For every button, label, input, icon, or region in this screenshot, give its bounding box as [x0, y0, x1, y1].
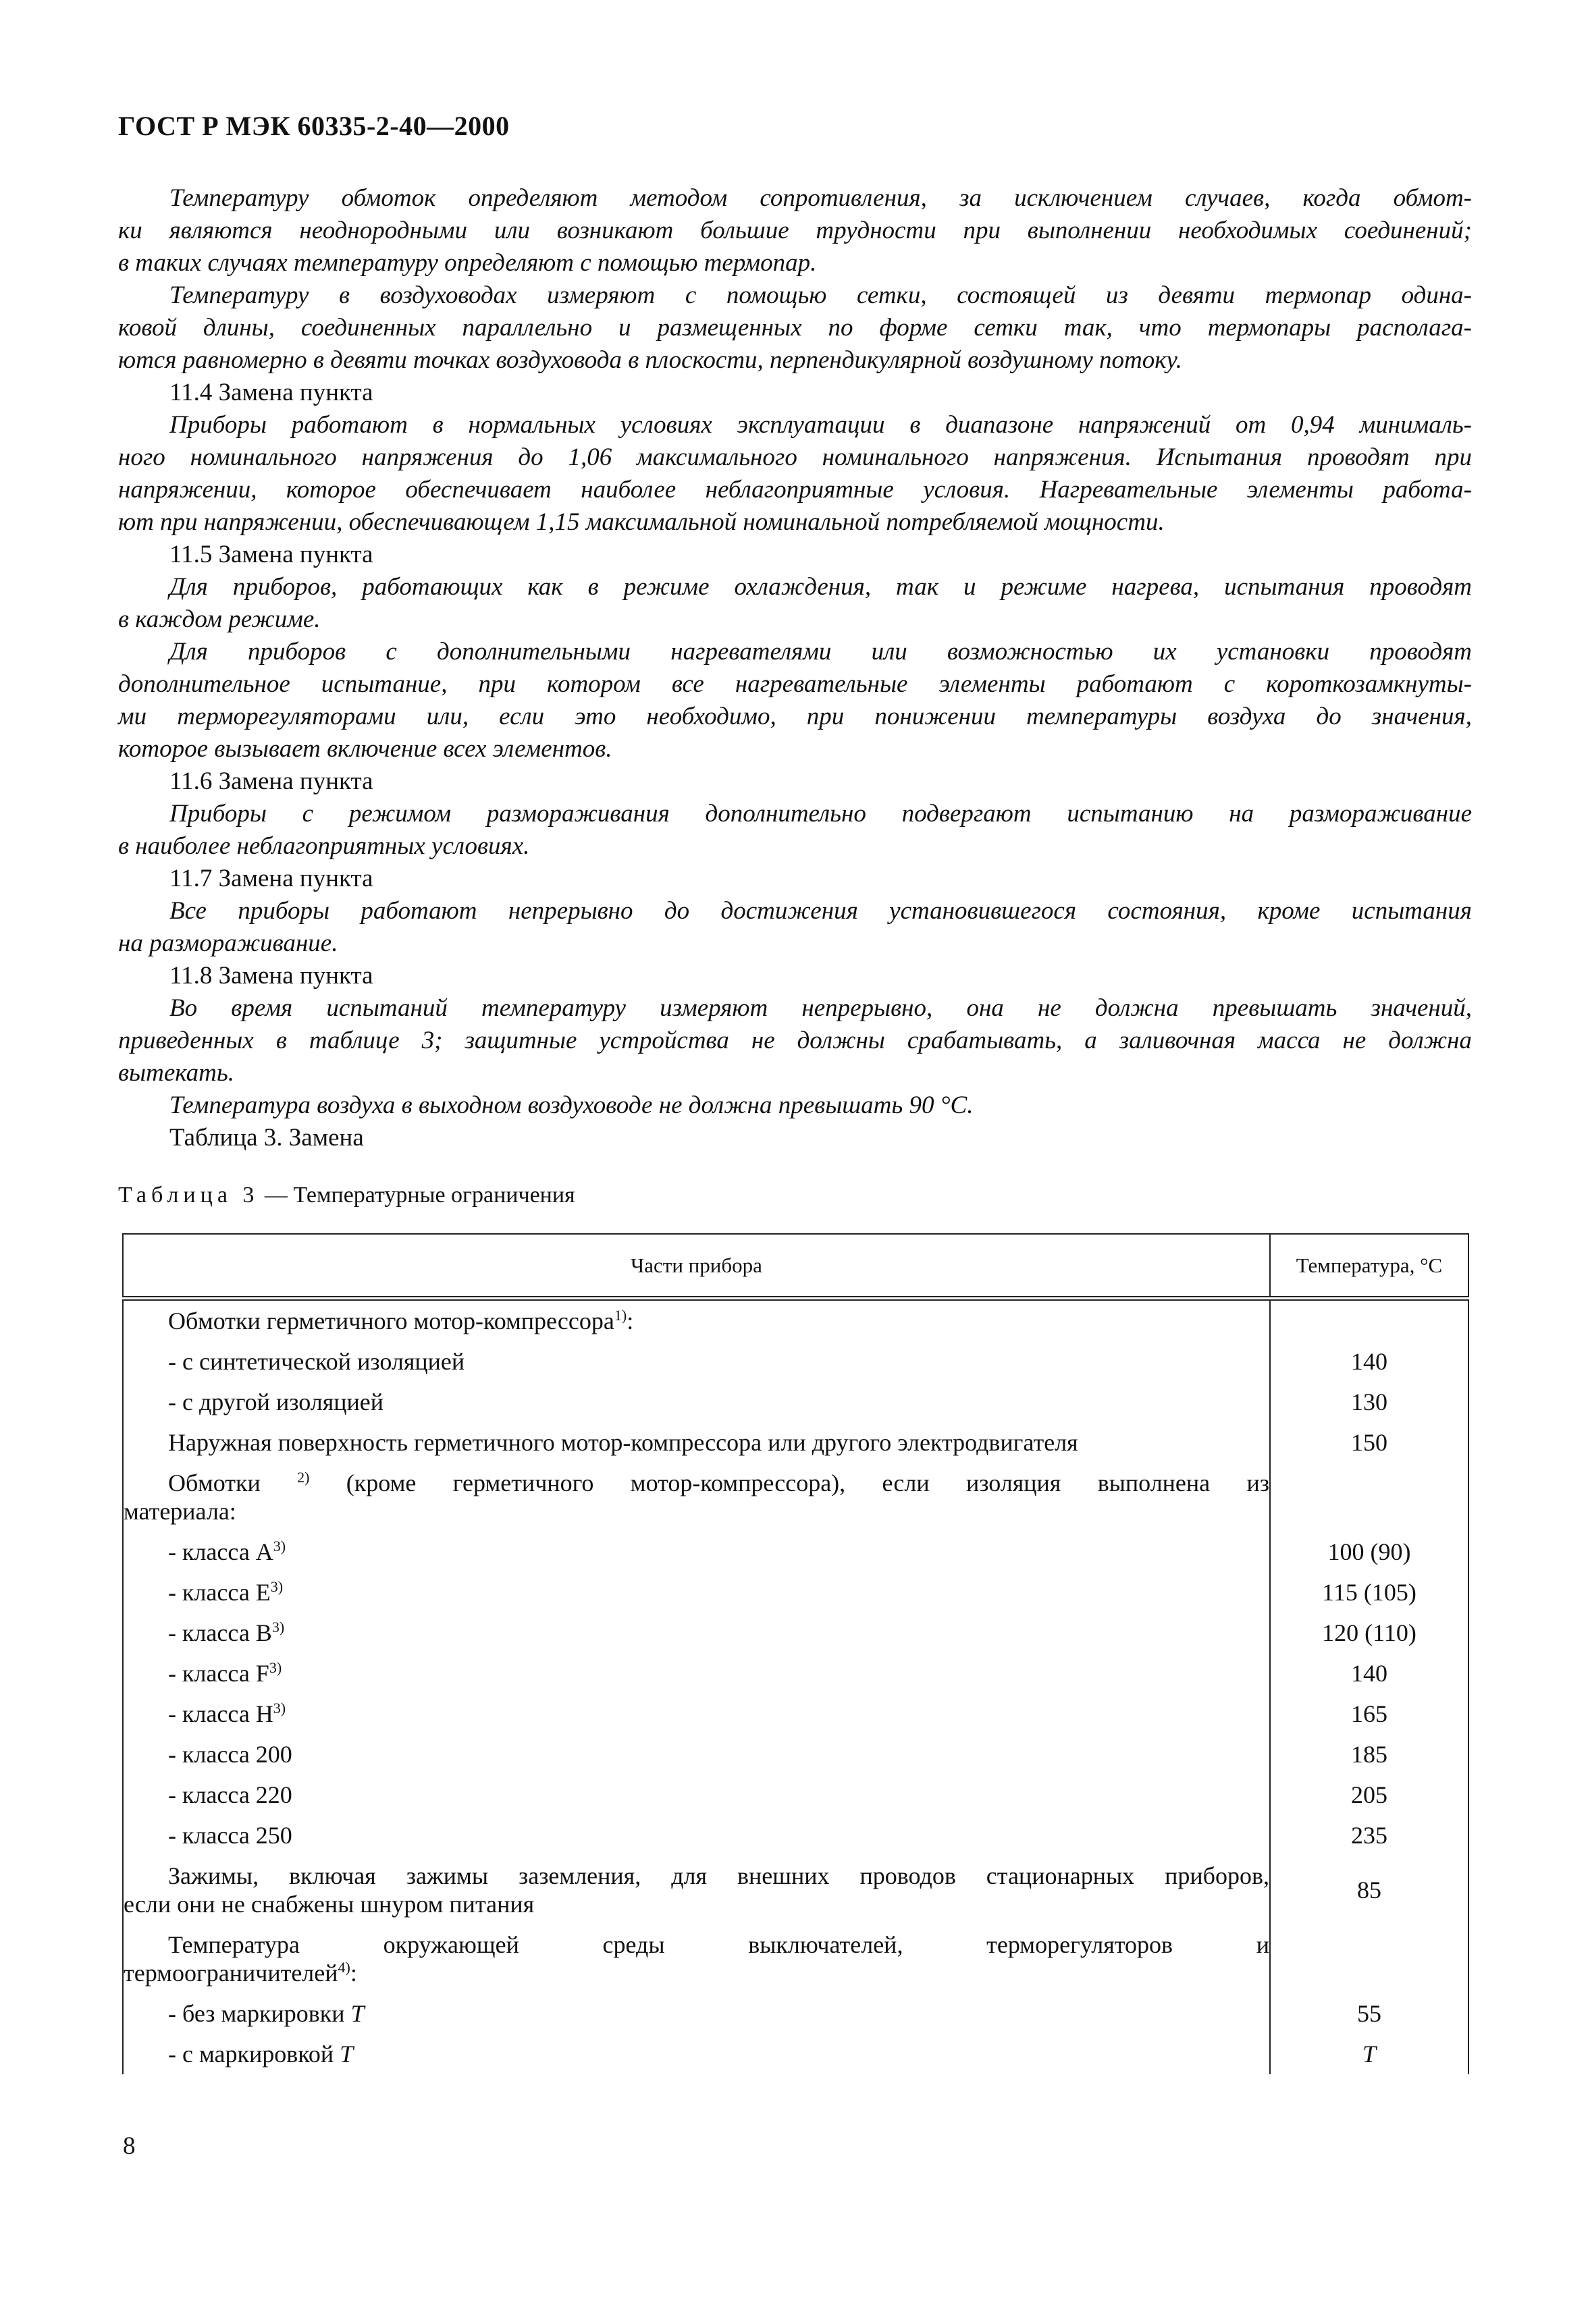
row-value: 120 (110): [1270, 1613, 1468, 1653]
row-label-cell: [123, 1734, 1270, 1775]
row-label: Температура окружающей среды выключателей, терморегуляторов и: [168, 1931, 1269, 1958]
row-label-suffix: (кроме герметичного мотор-компрессора), если изоляция выполнена из: [309, 1469, 1269, 1496]
row-label: Зажимы, включая зажимы заземления, для внешних проводов стационарных приборов,: [168, 1862, 1269, 1889]
paragraph-line: в каждом режиме.: [118, 605, 321, 633]
row-label: - класса Е: [168, 1579, 271, 1606]
row-label-line: [124, 1700, 1269, 1728]
paragraph-line: Температура воздуха в выходном воздуховоде не должна превышать 90 °С.: [169, 1091, 974, 1119]
table-row: [123, 1422, 1468, 1463]
table-row: [123, 1993, 1468, 2034]
table-row: [123, 1694, 1468, 1734]
table-caption-text: — Температурные ограничения: [259, 1183, 575, 1208]
document-header: ГОСТ Р МЭК 60335-2-40—2000: [118, 111, 510, 141]
marking-symbol: T: [350, 2000, 365, 2027]
row-label: - класса В: [168, 1619, 272, 1646]
paragraph-line: Во время испытаний температуру измеряют непрерывно, она не должна превышать значений,: [169, 994, 1472, 1022]
marking-symbol: T: [340, 2041, 354, 2068]
table-row: [123, 1613, 1468, 1653]
row-label-line: [124, 1930, 1269, 1959]
section-heading: 11.7 Замена пункта: [169, 865, 373, 892]
paragraph-line: Для приборов, работающих как в режиме охлаждения, так и режиме нагрева, испытания проводят: [169, 573, 1472, 601]
row-label-line: [124, 1959, 1269, 1987]
paragraph-line: в таких случаях температуру определяют с помощью термопар.: [118, 249, 817, 277]
row-label-line: [124, 1740, 1269, 1768]
row-label-cell: [123, 1694, 1270, 1734]
table-caption-label: Таблица 3: [118, 1183, 259, 1208]
row-value: 140: [1270, 1341, 1468, 1382]
row-label-line: [124, 1428, 1269, 1457]
paragraph-line: Для приборов с дополнительными нагревателями или возможностью их установки проводят: [169, 638, 1472, 666]
row-value: 185: [1270, 1734, 1468, 1775]
row-label-line: [124, 1469, 1269, 1497]
paragraph-line: ми терморегуляторами или, если это необходимо, при понижении температуры воздуха до значения,: [118, 703, 1472, 730]
row-label-continuation: материала:: [124, 1498, 236, 1525]
paragraph-line: Температуру в воздуховодах измеряют с помощью сетки, состоящей из девяти термопар одина-: [169, 281, 1472, 309]
row-label-line: [124, 1781, 1269, 1809]
row-label-cell: [123, 2034, 1270, 2074]
row-label-cell: [123, 1613, 1270, 1653]
row-label-cell: [123, 1341, 1270, 1382]
table-row: [123, 1734, 1468, 1775]
row-label-cell: [123, 1993, 1270, 2034]
row-label-cell: [123, 1382, 1270, 1422]
table-row: [123, 2034, 1468, 2074]
row-label-line: [124, 1497, 1269, 1525]
row-label-line: [124, 1578, 1269, 1606]
paragraph-line: напряжении, которое обеспечивает наиболее неблагоприятные условия. Нагревательные элементы работа-: [118, 476, 1472, 504]
row-label-line: [124, 1388, 1269, 1416]
paragraph-line: Приборы с режимом размораживания дополнительно подвергают испытанию на размораживание: [169, 800, 1472, 828]
footnote-ref: 4): [338, 1959, 350, 1976]
paragraph-line: дополнительное испытание, при котором все нагревательные элементы работают с короткозамкнуты-: [118, 670, 1472, 698]
row-value: 85: [1270, 1856, 1468, 1924]
table-row: [123, 1463, 1468, 1532]
row-label-suffix: :: [350, 1960, 357, 1987]
footnote-ref: 3): [270, 1578, 284, 1595]
row-label-line: [124, 2040, 1269, 2068]
temperature-limits-table: [122, 1233, 1469, 2074]
row-label-cell: [123, 1775, 1270, 1815]
row-label-continuation: термоограничителей: [124, 1960, 338, 1987]
footnote-ref: 3): [273, 1538, 286, 1555]
row-label-cell: [123, 1924, 1270, 1993]
table-row: [123, 1382, 1468, 1422]
section-heading: 11.5 Замена пункта: [169, 541, 373, 568]
row-label: Наружная поверхность герметичного мотор-компрессора или другого электродвигателя: [168, 1429, 1078, 1456]
row-label: - с синтетической изоляцией: [168, 1348, 465, 1375]
row-label: - класса 200: [168, 1741, 292, 1768]
row-label-line: [124, 1347, 1269, 1376]
paragraph-line: Температуру обмоток определяют методом сопротивления, за исключением случаев, когда обмот-: [169, 184, 1472, 212]
row-label-line: [124, 1659, 1269, 1687]
row-label-suffix: :: [627, 1307, 634, 1334]
paragraph-line: ются равномерно в девяти точках воздуховода в плоскости, перпендикулярной воздушному потоку.: [118, 346, 1182, 374]
row-label-cell: [123, 1572, 1270, 1613]
row-value: T: [1270, 2034, 1468, 2074]
row-label-cell: [123, 1463, 1270, 1532]
row-label-cell: [123, 1532, 1270, 1572]
section-heading: Таблица 3. Замена: [169, 1124, 364, 1152]
row-value: 235: [1270, 1815, 1468, 1856]
row-value: 100 (90): [1270, 1532, 1468, 1572]
paragraph-line: Приборы работают в нормальных условиях эксплуатации в диапазоне напряжений от 0,94 минималь-: [169, 411, 1472, 439]
row-label-cell: [123, 1299, 1270, 1342]
row-label-cell: [123, 1422, 1270, 1463]
row-value: [1270, 1463, 1468, 1532]
row-label-line: [124, 1307, 1269, 1335]
row-label: Обмотки: [168, 1469, 298, 1496]
row-label: - класса Н: [168, 1700, 273, 1727]
paragraph-line: в наиболее неблагоприятных условиях.: [118, 832, 530, 860]
row-value: 165: [1270, 1694, 1468, 1734]
column-header-parts: Части прибора: [123, 1234, 1270, 1299]
row-label-line: [124, 1862, 1269, 1890]
table-caption: [118, 1183, 575, 1208]
paragraph-line: ют при напряжении, обеспечивающем 1,15 максимальной номинальной потребляемой мощности.: [118, 508, 1165, 536]
row-label-line: [124, 1999, 1269, 2028]
section-heading: 11.6 Замена пункта: [169, 767, 373, 795]
paragraph-line: вытекать.: [118, 1059, 234, 1087]
document-body: [118, 182, 1472, 1154]
row-label-cell: [123, 1653, 1270, 1694]
row-value: 55: [1270, 1993, 1468, 2034]
paragraph-line: которое вызывает включение всех элементов.: [118, 735, 612, 763]
table-row: [123, 1299, 1468, 1342]
row-value: 140: [1270, 1653, 1468, 1694]
table-row: [123, 1532, 1468, 1572]
row-label-line: [124, 1890, 1269, 1918]
row-label: - класса F: [168, 1660, 269, 1687]
paragraph-line: на размораживание.: [118, 929, 338, 957]
footnote-ref: 2): [297, 1469, 310, 1486]
row-value: 205: [1270, 1775, 1468, 1815]
paragraph-line: Все приборы работают непрерывно до достижения установившегося состояния, кроме испытания: [169, 897, 1472, 925]
table-row: [123, 1341, 1468, 1382]
row-label-line: [124, 1821, 1269, 1849]
table-row: [123, 1653, 1468, 1694]
page-number: 8: [123, 2132, 136, 2160]
footnote-ref: 3): [269, 1659, 282, 1676]
paragraph-line: ковой длины, соединенных параллельно и размещенных по форме сетки так, что термопары располага-: [118, 314, 1472, 342]
footnote-ref: 3): [273, 1700, 286, 1717]
section-heading: 11.4 Замена пункта: [169, 379, 373, 406]
row-label-continuation: если они не снабжены шнуром питания: [124, 1891, 535, 1918]
row-value: 115 (105): [1270, 1572, 1468, 1613]
row-value: [1270, 1924, 1468, 1993]
row-label-line: [124, 1619, 1269, 1647]
column-header-temperature: Температура, °С: [1270, 1234, 1468, 1299]
row-label: - класса 250: [168, 1822, 292, 1849]
row-label-cell: [123, 1815, 1270, 1856]
row-label: - с маркировкой: [168, 2041, 340, 2068]
paragraph-line: ки являются неоднородными или возникают большие трудности при выполнении необходимых соединений;: [118, 217, 1472, 244]
table-row: [123, 1924, 1468, 1993]
row-value: 150: [1270, 1422, 1468, 1463]
row-label: - класса А: [168, 1538, 273, 1565]
row-label: Обмотки герметичного мотор-компрессора: [168, 1307, 614, 1334]
table-row: [123, 1775, 1468, 1815]
table-row: [123, 1856, 1468, 1924]
footnote-ref: 3): [271, 1619, 285, 1636]
row-label: - с другой изоляцией: [168, 1388, 384, 1415]
row-value: 130: [1270, 1382, 1468, 1422]
row-value: [1270, 1299, 1468, 1342]
row-label-cell: [123, 1856, 1270, 1924]
section-heading: 11.8 Замена пункта: [169, 962, 373, 990]
row-label: - без маркировки: [168, 2000, 351, 2027]
table-header-row: [123, 1234, 1468, 1299]
paragraph-line: ного номинального напряжения до 1,06 максимального номинального напряжения. Испытания проводят при: [118, 443, 1472, 471]
row-label: - класса 220: [168, 1781, 292, 1808]
table-row: [123, 1572, 1468, 1613]
paragraph-line: приведенных в таблице 3; защитные устройства не должны срабатывать, а заливочная масса не должна: [118, 1027, 1472, 1054]
footnote-ref: 1): [614, 1307, 627, 1324]
row-label-line: [124, 1538, 1269, 1566]
table-row: [123, 1815, 1468, 1856]
